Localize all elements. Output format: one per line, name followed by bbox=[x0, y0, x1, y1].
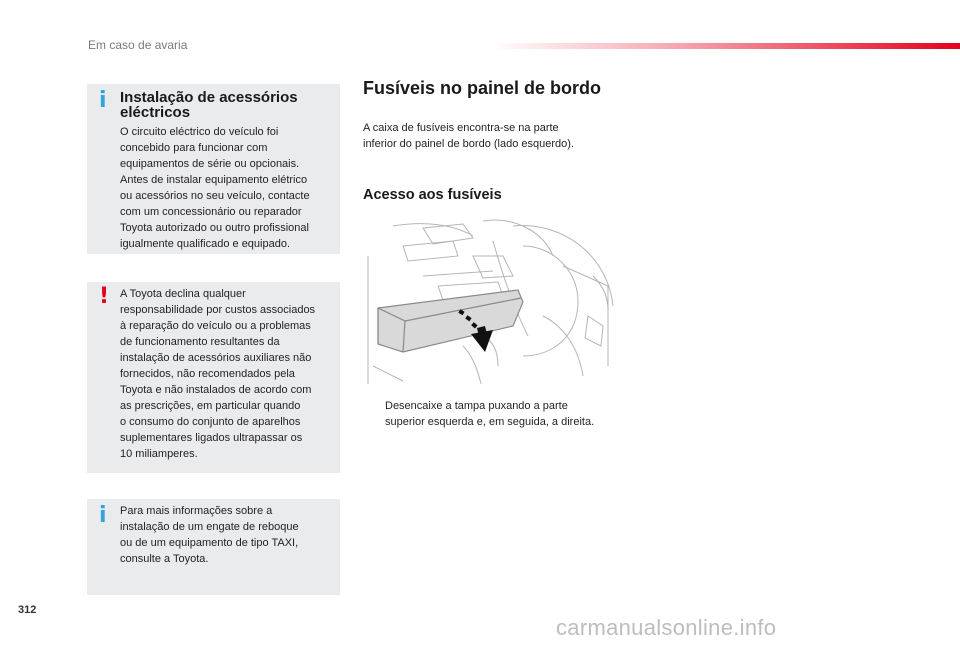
box-heading: Instalação de acessórios eléctricos bbox=[120, 89, 298, 121]
box-text: O circuito eléctrico do veículo foi concebido para funcionar com equipamentos de série ou opcionais. Antes de instalar equipamento elétrico ou acessórios no seu veículo, contacte com um concessionário ou reparador Toyota autorizado ou outro profissional igualmente qualificado e equipado. bbox=[120, 126, 310, 250]
info-box-electrical-accessories bbox=[87, 84, 340, 254]
fuse-cover-illustration bbox=[363, 216, 616, 386]
info-box-towing-taxi bbox=[87, 499, 340, 595]
dashboard-drawing bbox=[363, 216, 616, 386]
section-header-title: Em caso de avaria bbox=[88, 38, 188, 52]
warning-box-liability bbox=[87, 282, 340, 473]
step-text: Desencaixe a tampa puxando a parte superior esquerda e, em seguida, a direita. bbox=[385, 400, 595, 428]
info-icon: i bbox=[99, 88, 107, 113]
page-number: 312 bbox=[18, 604, 37, 616]
warning-icon: ! bbox=[99, 284, 110, 309]
page-title: Fusíveis no painel de bordo bbox=[363, 78, 602, 98]
header-accent-bar bbox=[490, 43, 960, 49]
intro-paragraph: A caixa de fusíveis encontra-se na parte inferior do painel de bordo (lado esquerdo). bbox=[363, 122, 574, 150]
section-subtitle: Acesso aos fusíveis bbox=[363, 187, 502, 203]
watermark-text: carmanualsonline.info bbox=[556, 615, 777, 640]
box-text: Para mais informações sobre a instalação de um engate de reboque ou de um equipamento de tipo TAXI, consulte a Toyota. bbox=[120, 505, 299, 565]
info-icon: i bbox=[99, 503, 107, 528]
box-text: A Toyota declina qualquer responsabilidade por custos associados à reparação do veículo ou a problemas de funcionamento resultantes da instalação de acessórios auxiliares não fornecidos, não recomendados pela Toyota e não instalados de acordo com as prescrições, em particular quando o consumo do conjunto de aparelhos suplementares ligados ultrapassar os 10 miliamperes. bbox=[120, 288, 316, 460]
